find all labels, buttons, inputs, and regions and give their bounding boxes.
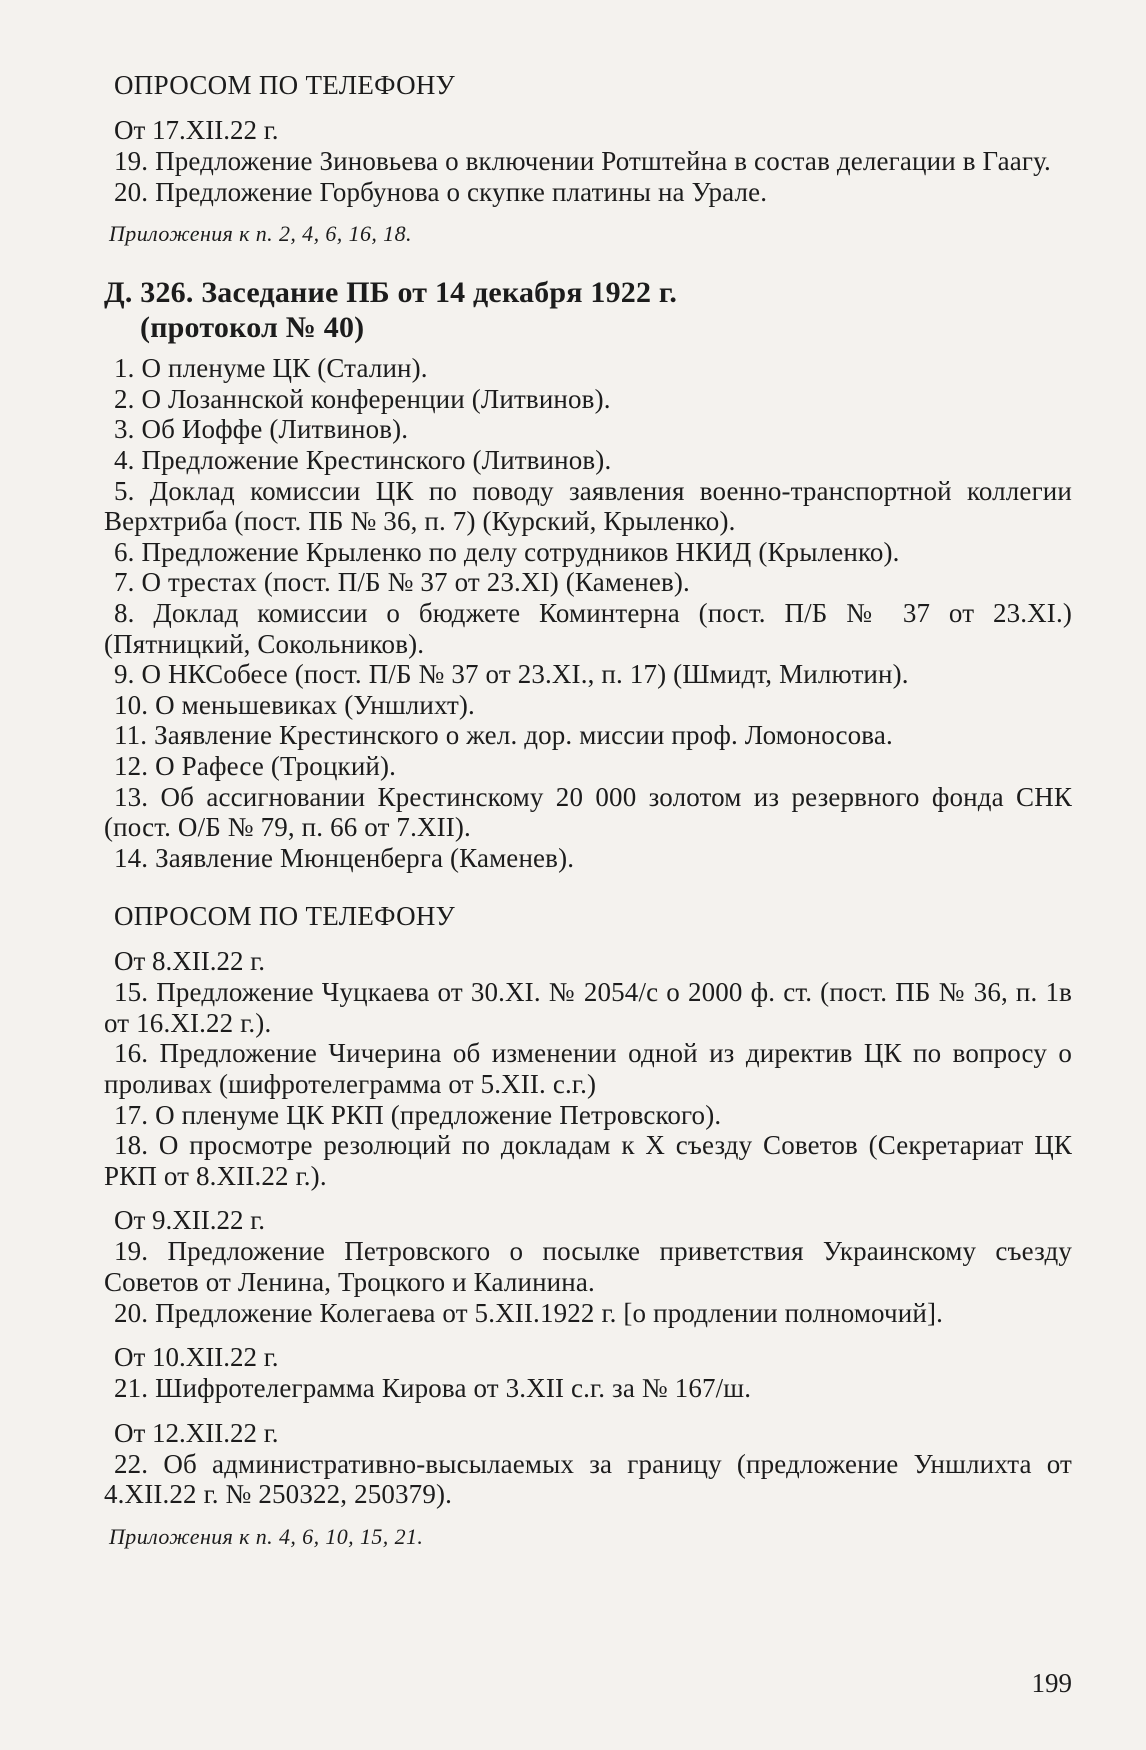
list-item: 10. О меньшевиках (Уншлихт). xyxy=(114,689,475,720)
list-item: 3. Об Иоффе (Литвинов). xyxy=(114,414,409,445)
list-item: 1. О пленуме ЦК (Сталин). xyxy=(114,353,428,384)
list-item: 13. Об ассигновании Крестинскому 20 000 золотом из резервного фонда СНК (пост. О/Б № 79, п. 66 от 7.XII). xyxy=(104,781,1072,843)
list-item: 8. Доклад комиссии о бюджете Коминтерна (пост. П/Б № 37 от 23.XI.) (Пятницкий, Сокольников). xyxy=(104,597,1072,659)
appendix-note: Приложения к п. 2, 4, 6, 16, 18. xyxy=(109,221,412,247)
list-item: 5. Доклад комиссии ЦК по поводу заявления военно-транспортной коллегии Верхтриба (пост. ПБ № 36, п. 7) (Курский, Крыленко). xyxy=(104,475,1072,537)
list-item: 20. Предложение Горбунова о скупке платины на Урале. xyxy=(114,176,768,207)
page-number: 199 xyxy=(1031,1668,1072,1698)
appendix-note: Приложения к п. 4, 6, 10, 15, 21. xyxy=(109,1524,424,1549)
list-item: 4. Предложение Крестинского (Литвинов). xyxy=(114,444,612,475)
list-item: 21. Шифротелеграмма Кирова от 3.XII с.г. за № 167/ш. xyxy=(114,1373,752,1404)
document-subtitle: (протокол № 40) xyxy=(140,311,365,345)
list-item: 22. Об административно-высылаемых за границу (предложение Уншлихта от 4.XII.22 г. № 250322, 250379). xyxy=(104,1448,1072,1510)
list-item: 19. Предложение Зиновьева о включении Ротштейна в состав делегации в Гаагу. xyxy=(114,146,1051,176)
date-line: От 9.XII.22 г. xyxy=(114,1205,266,1236)
list-item: 9. О НКСобесе (пост. П/Б № 37 от 23.XI., п. 17) (Шмидт, Милютин). xyxy=(114,659,909,690)
date-line: От 17.XII.22 г. xyxy=(114,115,279,145)
document-title: Д. 326. Заседание ПБ от 14 декабря 1922 г. xyxy=(104,276,678,310)
list-item: 11. Заявление Крестинского о жел. дор. миссии проф. Ломоносова. xyxy=(114,720,893,751)
list-item: 12. О Рафесе (Троцкий). xyxy=(114,750,397,781)
date-line: От 8.XII.22 г. xyxy=(114,946,266,977)
date-line: От 10.XII.22 г. xyxy=(114,1342,279,1373)
list-item: 15. Предложение Чуцкаева от 30.XI. № 2054/с о 2000 ф. ст. (пост. ПБ № 36, п. 1в от 16.XI.22 г.). xyxy=(104,977,1072,1038)
list-item: 17. О пленуме ЦК РКП (предложение Петровского). xyxy=(114,1099,722,1130)
date-line: От 12.XII.22 г. xyxy=(114,1417,279,1448)
list-item: 6. Предложение Крыленко по делу сотрудников НКИД (Крыленко). xyxy=(114,536,900,567)
list-item: 19. Предложение Петровского о посылке приветствия Украинскому съезду Советов от Ленина, Троцкого и Калинина. xyxy=(104,1236,1072,1298)
list-item: 20. Предложение Колегаева от 5.XII.1922 г. [о продлении полномочий]. xyxy=(114,1297,943,1328)
list-item: 7. О трестах (пост. П/Б № 37 от 23.XI) (Каменев). xyxy=(114,567,690,598)
list-item: 16. Предложение Чичерина об изменении одной из директив ЦК по вопросу о проливах (шифротелеграмма от 5.XII. с.г.) xyxy=(104,1038,1072,1100)
list-item: 18. О просмотре резолюций по докладам к X съезду Советов (Секретариат ЦК РКП от 8.XII.22 г.). xyxy=(104,1130,1072,1191)
list-item: 14. Заявление Мюнценберга (Каменев). xyxy=(114,842,575,873)
section-header: ОПРОСОМ ПО ТЕЛЕФОНУ xyxy=(114,70,456,100)
list-item: 2. О Лозаннской конференции (Литвинов). xyxy=(114,383,611,414)
section-header: ОПРОСОМ ПО ТЕЛЕФОНУ xyxy=(114,901,456,932)
text-column xyxy=(104,70,1072,1550)
